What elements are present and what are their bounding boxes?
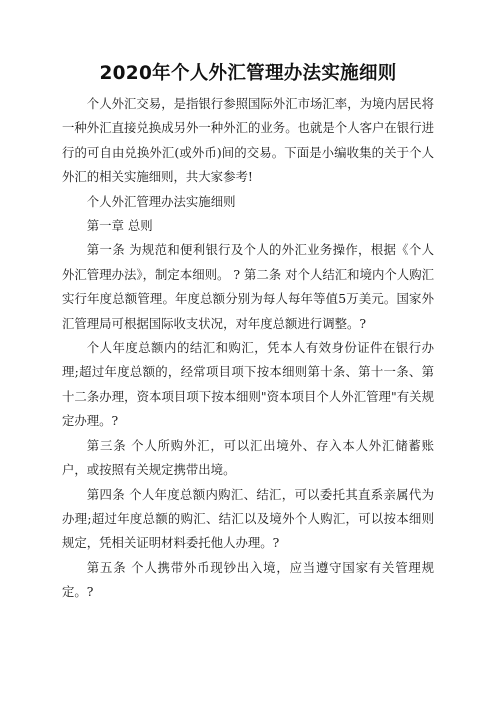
paragraph-article-4: 第四条 个人年度总额内购汇、结汇，可以委托其直系亲属代为办理;超过年度总额的购汇、结汇以及境外个人购汇，可以按本细则规定，凭相关证明材料委托他人办理。? (62, 486, 434, 551)
paragraph-article-3: 第三条 个人所购外汇，可以汇出境外、存入本人外汇储蓄账户，或按照有关规定携带出境。 (62, 437, 434, 478)
document-body (62, 92, 434, 605)
paragraph-chapter-heading: 第一章 总则 (86, 218, 153, 234)
paragraph-article-5: 第五条 个人携带外币现钞出入境，应当遵守国家有关管理规定。? (62, 559, 434, 600)
document-title: 2020年个人外汇管理办法实施细则 (99, 63, 397, 84)
paragraph-section-title: 个人外汇管理办法实施细则 (86, 193, 236, 209)
paragraph-intro: 个人外汇交易，是指银行参照国际外汇市场汇率，为境内居民将一种外汇直接兑换成另外一种外汇的业务。也就是个人客户在银行进行的可自由兑换外汇(或外币)间的交易。下面是小编收集的关于个人外汇的相关实施细则，共大家参考! (62, 96, 434, 185)
paragraph-article-1-2: 第一条 为规范和便利银行及个人的外汇业务操作，根据《个人外汇管理办法》，制定本细则。 ? 第二条 对个人结汇和境内个人购汇实行年度总额管理。年度总额分别为每人每年等值5万美元。国家外汇管理局可根据国际收支状况，对年度总额进行调整。? (62, 242, 434, 331)
paragraph-annual-quota: 个人年度总额内的结汇和购汇，凭本人有效身份证件在银行办理;超过年度总额的，经常项目项下按本细则第十条、第十一条、第十二条办理，资本项目项下按本细则"资本项目个人外汇管理"有关规定办理。? (62, 340, 434, 429)
